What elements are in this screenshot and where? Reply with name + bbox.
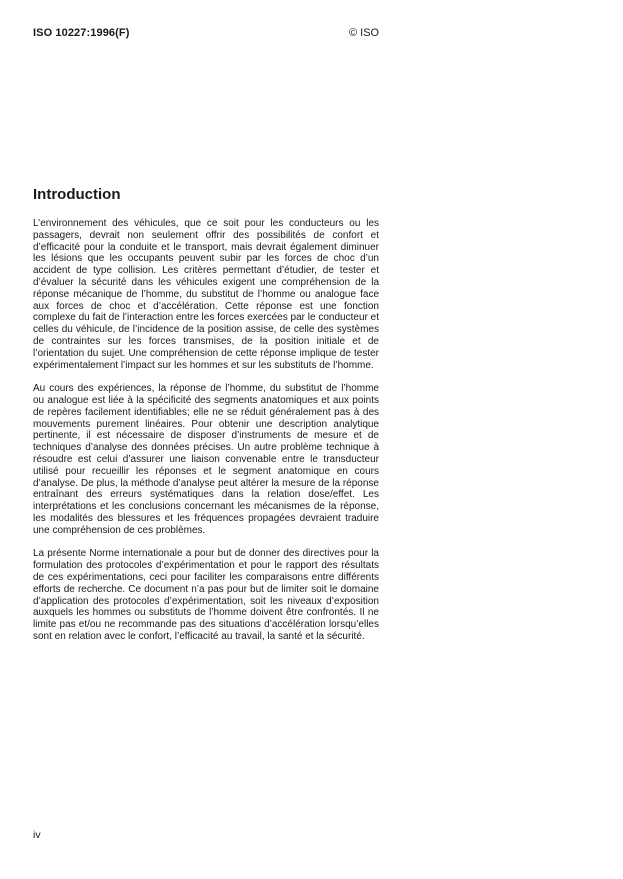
page-number: iv [33,829,41,841]
paragraph-3: La présente Norme internationale a pour but de donner des directives pour la formulation des protocoles d’expérimentation et pour le rapport des résultats de ces expérimentations, ceci pour faciliter les comparaisons entre différents efforts de recherche. Ce document n’a pas pour but de limiter soit le domaine d’application des protocoles d’expérimentation, soit les niveaux d’exposition auxquels les hommes ou substituts de l’homme doivent être confrontés. Il ne limite pas et/ou ne recommande pas des situations d’accélération lorsqu’elles sont en relation avec le confort, l’efficacité au travail, la santé et la sécurité. [33,548,379,642]
copyright-notice: © ISO [349,27,380,39]
standard-reference: ISO 10227:1996(F) [33,27,130,39]
paragraph-1: L’environnement des véhicules, que ce soit pour les conducteurs ou les passagers, devrait non seulement offrir des possibilités de confort et d’efficacité pour la conduite et le transport, mais devrait également diminuer les lésions que les occupants peuvent subir par les forces de choc d’un accident de type collision. Les critères permettant d’étudier, de tester et d’évaluer la sécurité dans les véhicules exigent une compréhension de la réponse mécanique de l’homme, du substitut de l’homme ou analogue face aux forces de choc et d’accélération. Cette réponse est une fonction complexe du fait de l’interaction entre les forces exercées par le conducteur et celles du véhicule, de l’incidence de la position assise, de celle des systèmes de contraintes sur les forces transmises, de la position initiale et de l’orientation du sujet. Une compréhension de cette réponse implique de tester expérimentalement l’impact sur les hommes et sur les substituts de l’homme. [33,218,379,371]
paragraph-2: Au cours des expériences, la réponse de l’homme, du substitut de l’homme ou analogue est liée à la spécificité des segments anatomiques et aux points de repères facilement identifiables; elle ne se réduit généralement pas à des mouvements purement linéaires. Pour obtenir une description analytique pertinente, il est nécessaire de disposer d’instruments de mesure et de techniques d’analyse des données précises. Un autre problème technique à résoudre est celui d’assurer une liaison convenable entre le transducteur utilisé pour recueillir les réponses et le segment anatomique en cours d’analyse. De plus, la méthode d’analyse peut altérer la mesure de la réponse entraînant des erreurs systématiques dans la relation dose/effet. Les interprétations et les conclusions concernant les mécanismes de la réponse, les modalités des blessures et les fréquences propagées devraient traduire une compréhension de ces problèmes. [33,383,379,536]
section-title: Introduction [33,186,121,203]
section-body [33,218,379,654]
